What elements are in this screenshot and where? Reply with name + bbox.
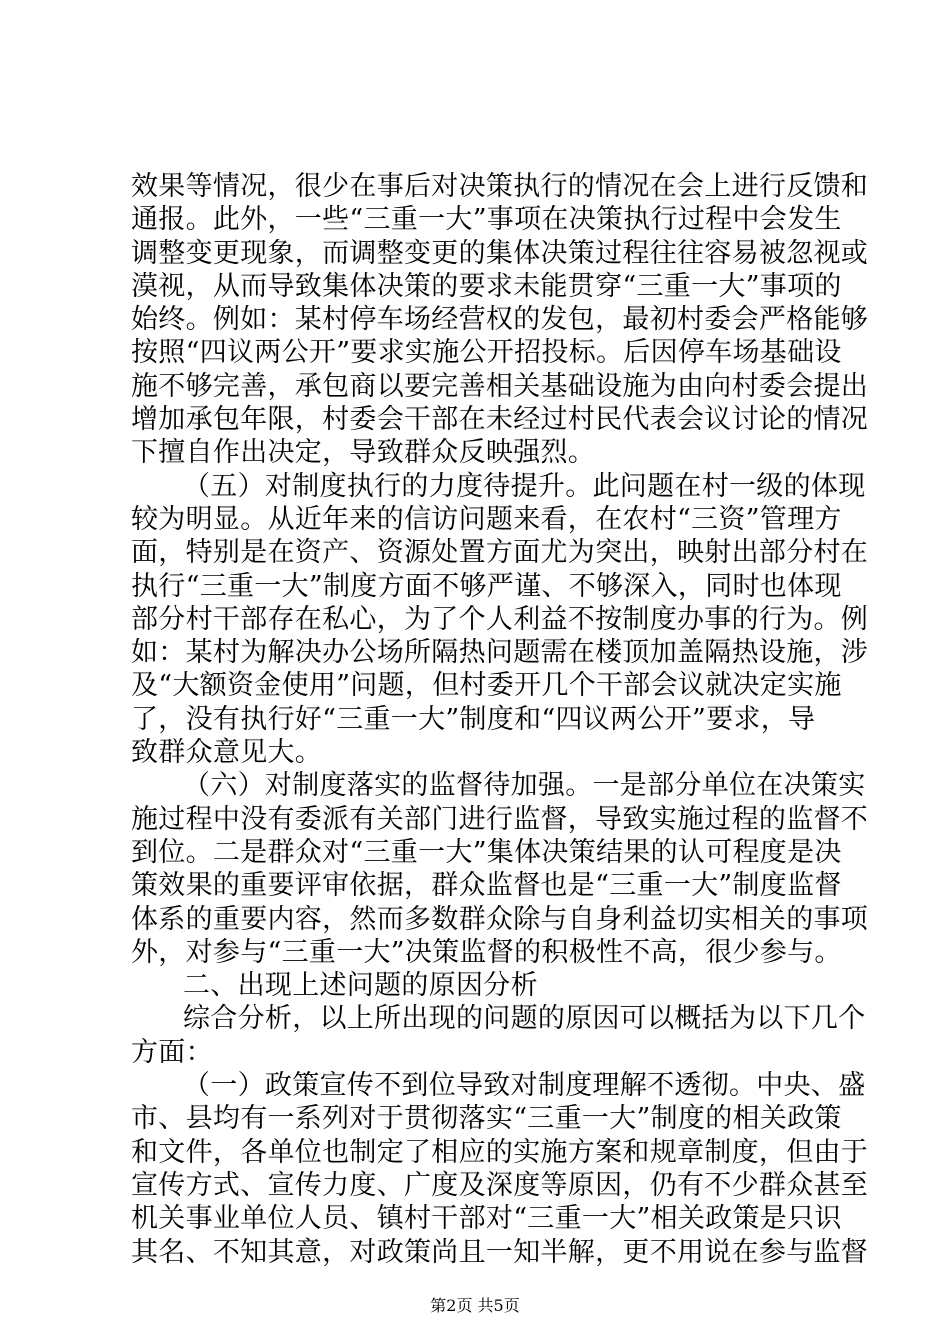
text-line: 始终。例如：某村停车场经营权的发包，最初村委会严格能够 <box>131 304 869 336</box>
text-line: 了，没有执行好“三重一大”制度和“四议两公开”要求，导 <box>131 703 816 735</box>
text-line: 外，对参与“三重一大”决策监督的积极性不高，很少参与。 <box>131 936 842 968</box>
text-line: 增加承包年限，村委会干部在未经过村民代表会议讨论的情况 <box>131 404 869 436</box>
text-line: 策效果的重要评审依据，群众监督也是“三重一大”制度监督 <box>131 870 842 902</box>
page-footer: 第2页 共5页 <box>430 1296 520 1315</box>
text-line: 通报。此外，一些“三重一大”事项在决策执行过程中会发生 <box>131 204 842 236</box>
text-line: 下擅自作出决定，导致群众反映强烈。 <box>131 437 596 469</box>
text-line: 致群众意见大。 <box>131 737 323 769</box>
text-line: 其名、不知其意，对政策尚且一知半解，更不用说在参与监督 <box>131 1236 869 1268</box>
text-line: 体系的重要内容，然而多数群众除与自身利益切实相关的事项 <box>131 903 869 935</box>
text-line: 面，特别是在资产、资源处置方面尤为突出，映射出部分村在 <box>131 537 869 569</box>
text-line: 二、出现上述问题的原因分析 <box>183 970 538 1002</box>
text-line: 调整变更现象，而调整变更的集体决策过程往往容易被忽视或 <box>131 237 869 269</box>
text-line: 市、县均有一系列对于贯彻落实“三重一大”制度的相关政策 <box>131 1103 842 1135</box>
text-line: 综合分析，以上所出现的问题的原因可以概括为以下几个 <box>183 1003 866 1035</box>
text-line: 到位。二是群众对“三重一大”集体决策结果的认可程度是决 <box>131 836 842 868</box>
text-line: 按照“四议两公开”要求实施公开招投标。后因停车场基础设 <box>131 337 842 369</box>
text-line: 及“大额资金使用”问题，但村委开几个干部会议就决定实施 <box>131 670 842 702</box>
text-line: 效果等情况，很少在事后对决策执行的情况在会上进行反馈和 <box>131 171 869 202</box>
text-line: 部分村干部存在私心，为了个人利益不按制度办事的行为。例 <box>131 603 869 635</box>
text-line: 如：某村为解决办公场所隔热问题需在楼顶加盖隔热设施，涉 <box>131 637 869 669</box>
text-line: 执行“三重一大”制度方面不够严谨、不够深入，同时也体现 <box>131 570 842 602</box>
text-line: （一）政策宣传不到位导致对制度理解不透彻。中央、盛 <box>183 1070 866 1102</box>
text-line: 方面： <box>131 1036 213 1068</box>
text-line: 施过程中没有委派有关部门进行监督，导致实施过程的监督不 <box>131 803 869 835</box>
text-line: 机关事业单位人员、镇村干部对“三重一大”相关政策是只识 <box>131 1203 842 1235</box>
text-line: （六）对制度落实的监督待加强。一是部分单位在决策实 <box>183 770 866 802</box>
text-line: 较为明显。从近年来的信访问题来看，在农村“三资”管理方 <box>131 503 842 535</box>
text-line: 宣传方式、宣传力度、广度及深度等原因，仍有不少群众甚至 <box>131 1169 869 1201</box>
document-body <box>131 170 869 1269</box>
text-line: 施不够完善，承包商以要完善相关基础设施为由向村委会提出 <box>131 370 869 402</box>
text-line: 和文件，各单位也制定了相应的实施方案和规章制度，但由于 <box>131 1136 869 1168</box>
text-line: 漠视，从而导致集体决策的要求未能贯穿“三重一大”事项的 <box>131 270 842 302</box>
text-line: （五）对制度执行的力度待提升。此问题在村一级的体现 <box>183 470 866 502</box>
